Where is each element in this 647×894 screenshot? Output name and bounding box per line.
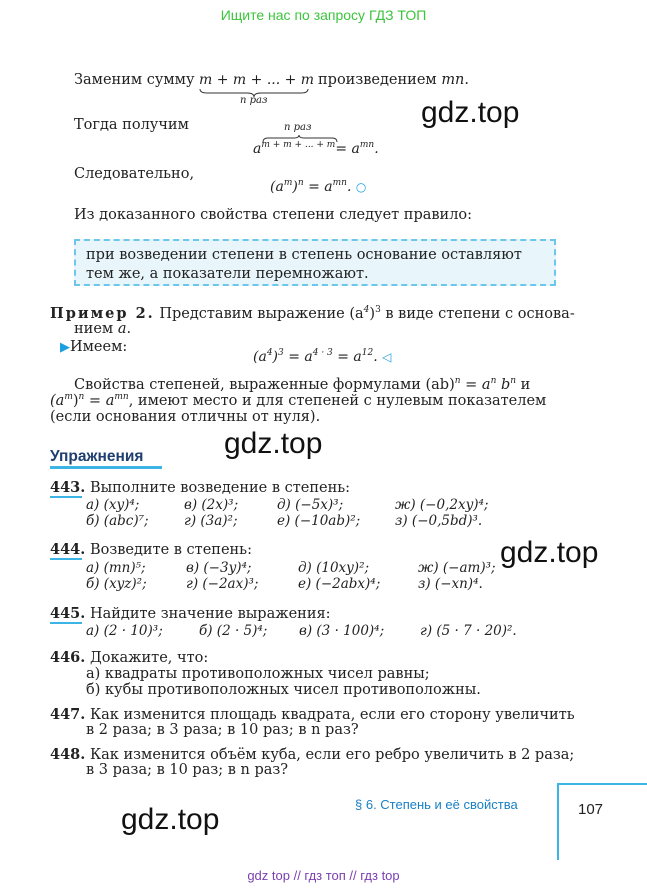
exercise-item: д) (10xy)²; <box>298 560 370 576</box>
text: Свойства степеней, выраженные формулами (ab) <box>74 377 455 393</box>
exponent: n <box>510 376 517 386</box>
formula: = a <box>332 349 362 365</box>
exercise-item: б) кубы противоположных чисел противоположны. <box>86 682 481 698</box>
formula: = a <box>283 349 313 365</box>
exercise-text: Докажите, что: <box>89 650 209 666</box>
exercise-number: 448. <box>50 746 86 763</box>
exercise-text: в 2 раза; в 3 раза; в 10 раз; в n раз? <box>86 722 359 738</box>
number-underline <box>50 496 82 498</box>
text-line <box>74 72 195 88</box>
exponent: mn <box>332 178 347 188</box>
formula: a <box>253 141 262 157</box>
formula: m + m + ... + m <box>199 72 315 88</box>
text: Представим выражение (a <box>159 306 364 322</box>
exercise-item: б) (abc)⁷; <box>86 513 149 529</box>
text-line: Из доказанного свойства степени следует правило: <box>74 207 473 223</box>
exercise-text: Возведите в степень: <box>89 542 252 558</box>
text: Заменим сумму <box>74 72 195 88</box>
exercise-item: г) (−2ax)³; <box>186 576 259 592</box>
example-formula <box>253 349 391 365</box>
exercise-text: Как изменится площадь квадрата, если его сторону увеличить <box>89 707 575 723</box>
exercise-item: г) (5 · 7 · 20)². <box>420 623 517 639</box>
text: в виде степени с основа- <box>380 306 575 322</box>
formula: (a <box>270 179 284 195</box>
solution-line <box>60 339 127 355</box>
exponent: 12 <box>361 348 374 358</box>
formula: = a <box>303 179 333 195</box>
formula: a. <box>117 321 132 337</box>
formula: = a <box>335 141 360 157</box>
solution-start-icon: ▶ <box>60 340 70 355</box>
section-footer: § 6. Степень и её свойства <box>355 797 518 812</box>
example-line <box>50 305 575 322</box>
watermark: gdz.top <box>121 803 220 836</box>
exercise-item: в) (3 · 100)⁴; <box>299 623 385 639</box>
formula: b <box>496 377 511 393</box>
heading-underline <box>50 466 162 469</box>
exercise-text: Как изменится объём куба, если его ребро увеличить в 2 раза; <box>89 747 575 763</box>
solution-end-icon: ◁ <box>382 350 392 364</box>
text-line: (если основания отличны от нуля). <box>50 409 321 425</box>
exercises-heading: Упражнения <box>50 448 144 465</box>
exercise-item: а) квадраты противоположных чисел равны; <box>86 666 430 682</box>
exercise-item: е) (−10ab)²; <box>277 513 361 529</box>
text-line <box>74 377 530 393</box>
exponent: 4 · 3 <box>312 348 333 358</box>
brace-label: n раз <box>240 95 268 106</box>
example-label: Пример 2. <box>50 305 155 322</box>
top-banner[interactable]: Ищите нас по запросу ГДЗ ТОП <box>220 7 427 23</box>
text: ) <box>369 306 376 322</box>
footer-horizontal-line <box>557 783 647 785</box>
exponent: m <box>64 392 73 402</box>
exponent: mn <box>359 140 375 150</box>
rule-text: при возведении степени в степень основание оставляют тем же, а показатели перемножают. <box>86 247 522 282</box>
exercise-item: з) (−0,5bd)³. <box>395 513 483 529</box>
exercise-446 <box>50 649 208 666</box>
formula: (a <box>253 349 267 365</box>
text-line <box>50 393 546 409</box>
exponent: mn <box>114 392 129 402</box>
exercise-item: ж) (−am)³; <box>418 560 496 576</box>
exponent: 4 <box>266 348 273 358</box>
exercise-number: 446. <box>50 649 86 666</box>
exercise-item: е) (−2abx)⁴; <box>298 576 381 592</box>
exponent: 3 <box>278 348 284 358</box>
exercise-item: з) (−xn)⁴. <box>418 576 483 592</box>
exercise-number: 447. <box>50 706 86 723</box>
formula: ) <box>72 393 79 409</box>
exercise-item: б) (xyz)²; <box>86 576 147 592</box>
exercise-447 <box>50 706 575 723</box>
exercise-item: а) (mn)⁵; <box>86 560 146 576</box>
text-line <box>318 72 469 88</box>
text: , имеют место и для степеней с нулевым показателем <box>128 393 547 409</box>
watermark: gdz.top <box>421 96 520 129</box>
text: произведением <box>318 72 437 88</box>
formula: = a <box>84 393 115 409</box>
exercise-443 <box>50 479 350 496</box>
exercise-445 <box>50 605 331 622</box>
exercise-item: в) (2x)³; <box>184 497 239 513</box>
formula: ) <box>272 349 279 365</box>
power-formula <box>253 141 379 157</box>
number-underline <box>50 558 82 560</box>
formula: ) <box>292 179 298 195</box>
proof-end-icon: ○ <box>355 180 367 194</box>
exercise-item: в) (−3y)⁴; <box>186 560 252 576</box>
formula: mn. <box>441 72 470 88</box>
formula: = a <box>460 377 491 393</box>
watermark: gdz.top <box>500 536 599 569</box>
text: и <box>516 377 531 393</box>
bottom-banner[interactable]: gdz top // гдз топ // гдз top <box>247 868 400 883</box>
number-underline <box>50 622 82 624</box>
exercise-item: б) (2 · 5)⁴; <box>199 623 268 639</box>
text: Имеем: <box>70 339 128 355</box>
formula: . <box>346 179 352 195</box>
formula: . <box>373 349 378 365</box>
exponent: n <box>454 376 461 386</box>
exercise-text: Найдите значение выражения: <box>89 606 331 622</box>
exponent: m <box>283 178 293 188</box>
watermark: gdz.top <box>224 427 323 460</box>
exercise-444 <box>50 541 252 558</box>
exercise-text: в 3 раза; в 10 раз; в n раз? <box>86 762 289 778</box>
exercise-item: ж) (−0,2xy)⁴; <box>395 497 489 513</box>
exercise-text: Выполните возведение в степень: <box>89 480 351 496</box>
exercise-number: 443. <box>50 479 86 496</box>
footer-vertical-line <box>557 783 559 860</box>
exercise-item: г) (3a)²; <box>184 513 238 529</box>
exercise-item: д) (−5x)³; <box>277 497 344 513</box>
formula: (a <box>50 393 65 409</box>
overbrace-label: n раз <box>284 122 312 133</box>
exponent: n <box>78 392 85 402</box>
exponent: 4 <box>363 305 370 315</box>
exercise-number: 445. <box>50 605 86 622</box>
example-line <box>74 321 131 337</box>
exponent: n <box>490 376 497 386</box>
exponent: n <box>297 178 304 188</box>
exercise-item: а) (2 · 10)³; <box>86 623 163 639</box>
exercise-item: а) (xy)⁴; <box>86 497 140 513</box>
exponent: m + m + ... + m <box>261 140 336 150</box>
exercise-number: 444. <box>50 541 86 558</box>
text-line: Следовательно, <box>74 166 195 182</box>
sum-expression <box>199 72 314 88</box>
text-line: Тогда получим <box>74 117 189 133</box>
power-of-power-formula <box>270 179 366 195</box>
page-number: 107 <box>578 801 604 818</box>
formula: . <box>374 141 379 157</box>
exercise-448 <box>50 746 574 763</box>
text: нием <box>74 321 118 337</box>
exponent: 3 <box>375 305 381 315</box>
